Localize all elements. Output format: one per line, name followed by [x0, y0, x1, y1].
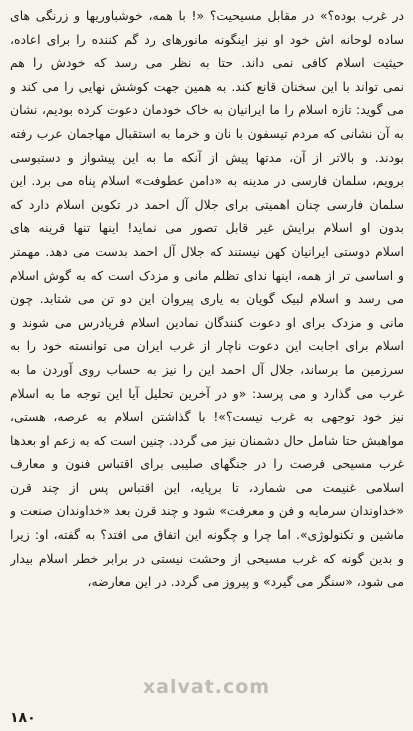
- text-line-20: غرب مسیحی فرصت را در جنگهای صلیبی برای اقتباس فنون و معارف: [10, 456, 404, 472]
- text-line-16: سرزمین ما برساند، جلال آل احمد این را نیز به حساب روی آوردن ما به: [10, 361, 404, 377]
- text-line-18: نیز خود توجهی به غرب نیست؟»! با گذاشتن اسلام به عرصه، هستی،: [10, 409, 404, 425]
- text-line-24: و بدین گونه که غرب مسیحی از وحشت نیستی در برابر خطر اسلام بیدار: [10, 550, 404, 566]
- text-line-25: می شود، «سنگر می گیرد» و پیروز می گردد. در این معارضه،: [87, 574, 404, 590]
- text-line-2: ساده لوحانه اش خود او نیز اینگونه مانورهای رد گم کننده را برای اعاده،: [10, 31, 404, 47]
- text-line-19: مواهبش حتا شامل حال دشمنان نیز می گردد. چنین است که به زعم او بعدها: [10, 432, 404, 448]
- text-line-9: سلمان فارسی چنان اهمیتی برای جلال آل احمد در تکوین اسلام دارد که: [10, 196, 404, 212]
- text-line-22: «خداوندان سرمایه و فن و معرفت» شود و چند قرن بعد «خداوندان صنعت و: [10, 503, 404, 519]
- text-line-3: حیثیت اسلام کافی نمی داند. حتا به نظر می رسد که خودش را هم: [10, 55, 404, 71]
- text-line-8: برویم، سلمان فارسی در مدینه به «دامن عطوفت» اسلام پناه می برد. این: [10, 173, 404, 189]
- text-line-21: اسلامی غنیمت می شمارد، تا برپایه، این اقتباس پس از چند قرن: [10, 479, 404, 495]
- page-number: ۱۸۰: [10, 710, 36, 726]
- text-line-4: نمی تواند با این سخنان قانع کند. به همین جهت کوشش نهایی را می کند و: [10, 78, 404, 94]
- text-line-23: ماشین و تکنولوژی». اما چرا و چگونه این اتفاق می افتد؟ به گفته، او: زیرا: [10, 527, 404, 543]
- text-line-5: می گوید: تازه اسلام را ما ایرانیان به خاک خودمان دعوت کرده بودیم، نشان: [10, 102, 404, 118]
- text-line-7: بودند. و بالاتر از آن، مدتها پیش از آنکه ما به این پیشواز و دستبوسی: [10, 149, 404, 165]
- text-line-1: در غرب بوده؟» در مقابل مسیحیت؟ «! با همه، خوشباوریها و زرنگی های: [10, 8, 404, 23]
- text-line-12: و اساسی تر از همه، اینها ندای تظلم مانی و مزدک است که به گوش اسلام: [10, 267, 404, 283]
- text-line-14: مانی و مزدک برای او دعوت کنندگان نمادین اسلام فریادرس می شوند و: [10, 314, 404, 330]
- body-text: [10, 4, 404, 594]
- text-line-15: اسلام برای اجابت این دعوت ناچار از غرب ایران می توانسته خود را به: [10, 338, 404, 354]
- watermark: xalvat.com: [142, 676, 271, 698]
- text-line-6: به آن نشانی که مردم تیسفون با نان و خرما به استقبال مهاجمان عرب رفته: [10, 125, 404, 141]
- text-line-10: بدون او اسلام برایش غیر قابل تصور می نماید! اینها تنها قرینه های: [10, 220, 404, 236]
- text-line-11: اسلام دوستی ایرانیان کهن نیستند که جلال آل احمد بدست می دهد. مهمتر: [10, 243, 404, 259]
- text-line-13: می رسد و اسلام لبیک گویان به یاری پیروان این دو تن می شتابد. چون: [10, 291, 404, 307]
- text-line-17: غرب می گذارد و می پرسد: «و در آخرین تحلیل آیا این توجه ما به اسلام: [10, 385, 404, 401]
